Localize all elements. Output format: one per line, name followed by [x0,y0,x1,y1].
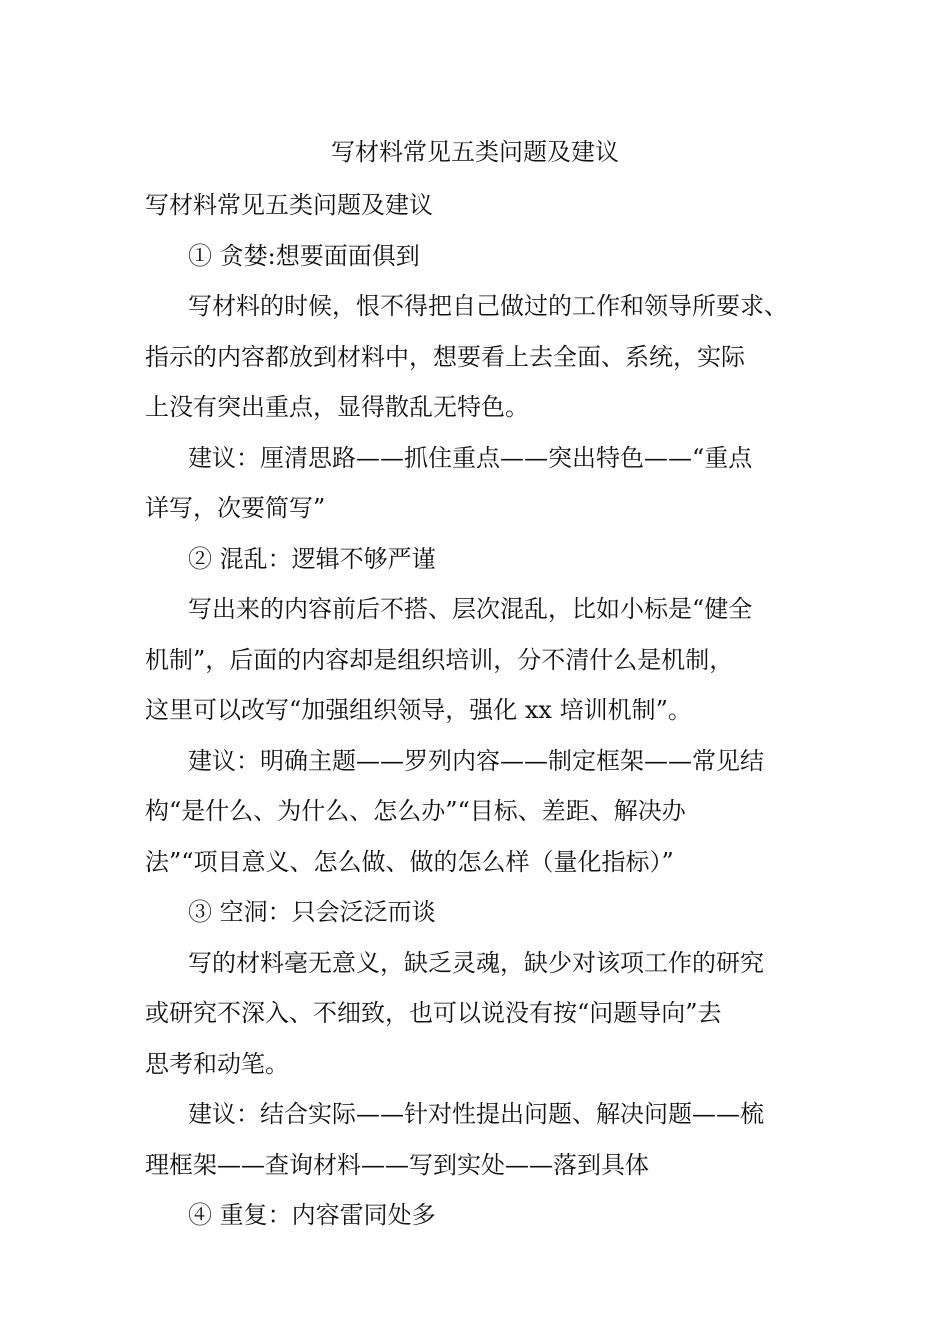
advice-line: 构“是什么、为什么、怎么办”“目标、差距、解决办 [145,797,686,825]
document-subtitle: 写材料常见五类问题及建议 [145,191,433,219]
advice-line: 建议：厘清思路——抓住重点——突出特色——“重点 [188,443,753,472]
document-body [145,180,810,1241]
paragraph-line: 写材料的时候，恨不得把自己做过的工作和领导所要求、 [188,292,788,320]
paragraph-line: 指示的内容都放到材料中，想要看上去全面、系统，实际 [145,342,745,371]
document-title: 写材料常见五类问题及建议 [331,138,619,166]
advice-line: 理框架——查询材料——写到实处——落到具体 [145,1150,649,1179]
advice-line: 详写，次要简写” [145,494,326,522]
paragraph-line: 或研究不深入、不细致，也可以说没有按“问题导向”去 [145,999,722,1027]
advice-line: 建议：明确主题——罗列内容——制定框架——常见结 [188,746,764,775]
section-heading-4: ④ 重复：内容雷同处多 [188,1201,436,1229]
paragraph-line: 这里可以改写“加强组织领导，强化 xx 培训机制”。 [145,696,692,724]
section-heading-2: ② 混乱：逻辑不够严谨 [188,544,436,573]
paragraph-line: 上没有突出重点，显得散乱无特色。 [145,393,529,421]
section-heading-3: ③ 空洞：只会泛泛而谈 [188,898,436,926]
advice-line: 建议：结合实际——针对性提出问题、解决问题——梳 [188,1100,764,1128]
paragraph-line: 思考和动笔。 [145,1049,289,1078]
paragraph-line: 机制”，后面的内容却是组织培训，分不清什么是机制， [145,645,734,674]
section-heading-1: ① 贪婪:想要面面俱到 [188,241,420,270]
advice-line: 法”“项目意义、怎么做、做的怎么样（量化指标）” [145,847,674,876]
paragraph-line: 写的材料毫无意义，缺乏灵魂，缺少对该项工作的研究 [188,948,764,977]
paragraph-line: 写出来的内容前后不搭、层次混乱，比如小标是“健全 [188,595,753,623]
